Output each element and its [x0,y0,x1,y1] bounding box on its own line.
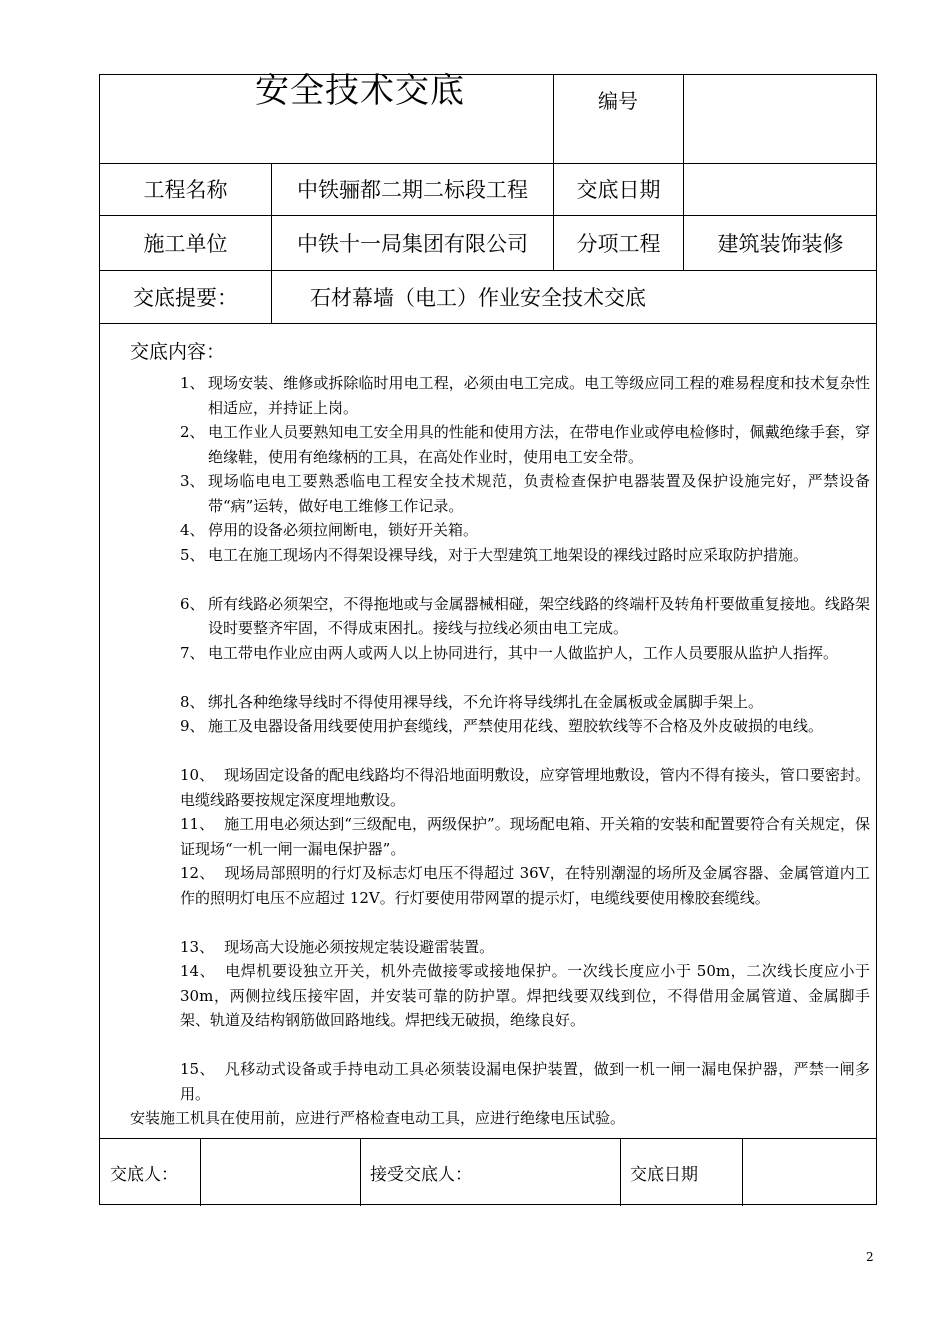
item-number: 4、 [180,521,205,539]
number-label: 编号 [598,88,638,113]
item-number: 11、 [180,815,215,833]
item-number: 9、 [180,717,205,735]
item-text: 所有线路必须架空，不得拖地或与金属器械相碰，架空线路的终端杆及转角杆要做重复接地。线路架设时要整齐牢固，不得成束困扎。接线与拉线必须由电工完成。 [208,594,870,637]
number-value [684,75,877,163]
list-item [180,518,870,543]
item-number: 5、 [180,545,205,564]
list-item [180,959,870,1033]
list-item [180,861,870,910]
item-text: 现场局部照明的行灯及标志灯电压不得超过 36V，在特别潮湿的场所及金属容器、金属管道内工作的照明灯电压不应超过 12V。行灯要使用带网罩的提示灯，电缆线要使用橡胶套缆线。 [180,864,870,907]
item-number: 13、 [180,937,215,956]
page-number: 2 [866,1250,874,1264]
item-text: 电工作业人员要熟知电工安全用具的性能和使用方法，在带电作业或停电检修时，佩戴绝缘手套，穿绝缘鞋，使用有绝缘柄的工具，在高处作业时，使用电工安全带。 [208,423,870,466]
list-item [180,543,870,568]
list-item [180,690,870,715]
list-item [180,935,870,960]
item-text: 施工用电必须达到“三级配电，两级保护”。现场配电箱、开关箱的安装和配置要符合有关规定，保证现场“一机一闸一漏电保护器”。 [180,815,871,858]
item-text: 现场高大设施必须按规定装设避雷装置。 [224,937,495,956]
item-text: 绑扎各种绝缘导线时不得使用裸导线，不允许将导线绑扎在金属板或金属脚手架上。 [208,692,764,711]
content-label: 交底内容： [130,341,226,363]
list-item [180,714,870,739]
subitem-label: 分项工程 [576,231,661,256]
list-item [180,763,870,812]
row-divider [100,323,876,324]
project-name-value: 中铁骊都二期二标段工程 [297,178,528,202]
footer-date-value [743,1138,878,1206]
construction-unit-label: 施工单位 [143,231,228,256]
item-number: 10、 [180,766,215,784]
summary-value: 石材幕墙（电工）作业安全技术交底 [310,285,646,310]
project-name-label: 工程名称 [143,178,228,202]
list-item [180,641,870,666]
item-number: 3、 [180,472,205,490]
item-text: 施工及电器设备用线要使用护套缆线，严禁使用花线、塑胶软线等不合格及外皮破损的电线。 [208,717,824,735]
closing-note: 安装施工机具在使用前，应进行严格检查电动工具，应进行绝缘电压试验。 [130,1109,626,1127]
discloser-value [201,1138,360,1206]
list-item [180,592,870,641]
discloser-label: 交底人： [110,1164,178,1185]
footer-date-label: 交底日期 [630,1164,698,1185]
item-text: 现场临电电工要熟悉临电工程安全技术规范，负责检查保护电器装置及保护设施完好，严禁设备带“病”运转，做好电工维修工作记录。 [208,472,870,515]
list-item [180,812,870,861]
item-number: 6、 [180,594,205,613]
item-number: 7、 [180,643,205,662]
item-number: 14、 [180,962,216,980]
item-text: 现场固定设备的配电线路均不得沿地面明敷设，应穿管埋地敷设，管内不得有接头，管口要密封。电缆线路要按规定深度埋地敷设。 [180,766,870,809]
item-text: 停用的设备必须拉闸断电，锁好开关箱。 [208,521,479,539]
document-title: 安全技术交底 [255,71,465,111]
disclosure-form [99,71,877,1205]
item-number: 1、 [180,374,205,392]
summary-label: 交底提要： [133,285,238,310]
item-number: 2、 [180,423,205,441]
item-number: 8、 [180,692,205,711]
list-item [180,371,870,420]
subitem-value: 建筑装饰装修 [717,231,844,256]
item-text: 凡移动式设备或手持电动工具必须装设漏电保护装置，做到一机一闸一漏电保护器，严禁一闸多用。 [180,1060,870,1103]
construction-unit-value: 中铁十一局集团有限公司 [297,231,528,256]
item-text: 电焊机要设独立开关，机外壳做接零或接地保护。一次线长度应小于 50m，二次线长度应小于 30m，两侧拉线压接牢固，并安装可靠的防护罩。焊把线要双线到位，不得借用金属管道、金属脚手架、轨道及结构钢筋做回路地线。焊把线无破损，绝缘良好。 [180,962,870,1029]
disclosure-date-label: 交底日期 [576,178,661,202]
item-text: 电工在施工现场内不得架设裸导线，对于大型建筑工地架设的裸线过路时应采取防护措施。 [208,545,809,564]
list-item [180,420,870,469]
item-number: 15、 [180,1060,215,1078]
item-number: 12、 [180,864,215,882]
item-text: 电工带电作业应由两人或两人以上协同进行，其中一人做监护人，工作人员要服从监护人指挥。 [208,643,839,662]
disclosure-date-value [684,163,877,215]
list-item [180,1057,870,1106]
list-item [180,469,870,518]
col-divider [360,1138,361,1206]
item-text: 现场安装、维修或拆除临时用电工程，必须由电工完成。电工等级应同工程的难易程度和技术复杂性相适应，并持证上岗。 [208,374,870,417]
receiver-label: 接受交底人： [370,1164,472,1185]
